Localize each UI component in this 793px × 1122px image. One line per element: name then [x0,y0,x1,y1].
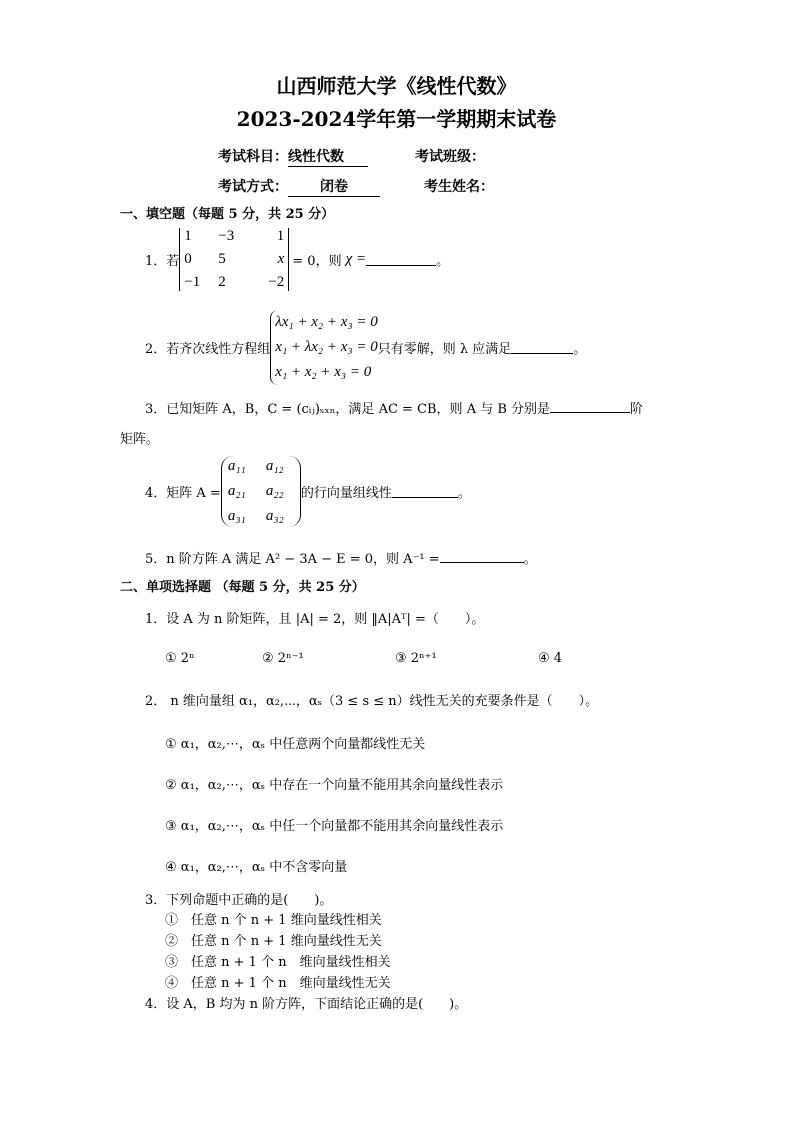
answer-blank[interactable] [392,485,458,498]
fill-q4 [145,456,471,527]
det-cell: −2 [268,274,285,290]
question-text: 1．若 [145,254,180,269]
choice-q4: 4．设 A，B 均为 n 阶方阵，下面结论正确的是( )。 [145,997,468,1012]
determinant [179,228,289,291]
question-text: 。 [523,552,537,567]
fill-q3-cont: 矩阵。 [120,432,160,447]
question-text: 3．已知矩阵 A，B，C = (cᵢⱼ)ₛₓₙ，满足 AC = CB，则 A 与 B 分别是 [145,402,551,417]
equation: x₁ + x₂ + x₃ = 0 [275,364,372,380]
option[interactable]: ② 2ⁿ⁻¹ [262,651,304,666]
question-text: 。 [573,342,587,357]
choice-q1: 1．设 A 为 n 阶矩阵，且 |A| = 2，则 ‖A|Aᵀ| =（ ）。 [145,612,485,627]
matrix-cell: a₂₂ [265,483,284,499]
det-cell: 0 [184,251,192,267]
method-label: 考试方式： [218,179,288,195]
matrix [221,456,301,527]
matrix-cell: a₁₂ [265,458,284,474]
option[interactable]: ③ α₁，α₂,⋯，αₛ 中任一个向量都不能用其余向量线性表示 [165,819,504,834]
option[interactable]: ① 任意 n 个 n + 1 维向量线性相关 [165,913,382,928]
class-label: 考试班级： [415,149,485,165]
matrix-cell: a₂₁ [227,483,246,499]
fill-q5 [145,548,537,567]
question-text: 的行向量组线性 [300,486,392,501]
det-cell: 2 [218,274,226,290]
option[interactable]: ① 2ⁿ [165,651,195,666]
option[interactable]: ④ 任意 n + 1 个 n 维向量线性无关 [165,976,391,991]
answer-blank[interactable] [550,400,630,413]
method-field [218,176,380,197]
question-text: 2．若齐次线性方程组 [145,342,271,357]
question-text: 只有零解，则 λ 应满足 [377,342,512,357]
option[interactable]: ① α₁，α₂,⋯，αₛ 中任意两个向量都线性无关 [165,737,426,752]
math-var: χ = [345,251,367,267]
equation: x₁ + λx₂ + x₃ = 0 [275,339,378,355]
question-text: = 0，则 [292,254,342,269]
subject-label: 考试科目： [218,149,288,165]
method-value: 闭卷 [288,176,380,197]
fill-q3 [145,398,643,417]
option[interactable]: ② 任意 n 个 n + 1 维向量线性无关 [165,934,382,949]
fill-q1 [145,228,449,291]
question-text: 阶 [630,402,644,417]
choice-q2: 2． n 维向量组 α₁，α₂,⋯，αₛ（3 ≤ s ≤ n）线性无关的充要条件是（ ）。 [145,694,599,709]
question-text: 5．n 阶方阵 A 满足 A² − 3A − E = 0，则 A⁻¹ = [145,552,440,567]
question-text: 。 [457,486,471,501]
option[interactable]: ③ 任意 n + 1 个 n 维向量线性相关 [165,955,391,970]
section1-heading: 一、填空题（每题 5 分，共 25 分） [120,207,335,222]
det-cell: 5 [218,251,226,267]
option[interactable]: ③ 2ⁿ⁺¹ [395,651,437,666]
answer-blank[interactable] [440,550,524,563]
matrix-cell: a₃₂ [265,508,284,524]
matrix-cell: a₁₁ [227,458,246,474]
question-text: 4．矩阵 A = [145,486,221,501]
equation: λx₁ + x₂ + x₃ = 0 [275,314,378,330]
matrix-cell: a₃₁ [227,508,246,524]
option[interactable]: ② α₁，α₂,⋯，αₛ 中存在一个向量不能用其余向量线性表示 [165,778,504,793]
subject-value: 线性代数 [288,146,368,167]
option[interactable]: ④ α₁，α₂,⋯，αₛ 中不含零向量 [165,860,348,875]
det-cell: 1 [184,228,192,244]
equation-system [270,310,377,385]
choice-q3: 3．下列命题中正确的是( )。 [145,893,333,908]
name-label: 考生姓名： [424,179,494,195]
det-cell: −3 [218,228,235,244]
exam-title: 山西师范大学《线性代数》 [276,74,517,98]
fill-q2 [145,310,586,385]
question-text: 。 [436,254,450,269]
answer-blank[interactable] [511,341,573,354]
option[interactable]: ④ 4 [538,651,563,666]
exam-subtitle: 2023-2024学年第一学期期末试卷 [236,107,557,131]
subject-field [218,146,368,167]
det-cell: 1 [276,228,285,244]
section2-heading: 二、单项选择题 （每题 5 分，共 25 分） [120,580,365,595]
det-cell: x [277,251,285,267]
answer-blank[interactable] [366,253,436,266]
det-cell: −1 [184,274,201,290]
